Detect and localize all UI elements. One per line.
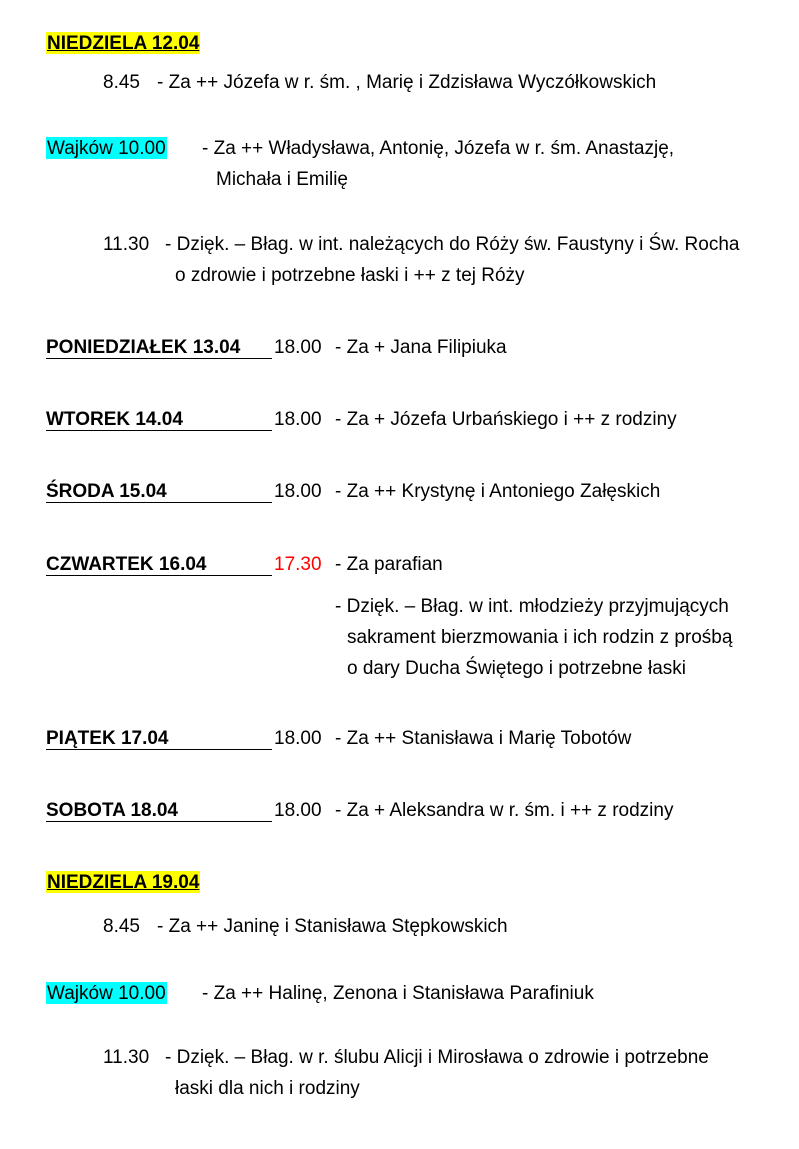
day-label-friday: PIĄTEK 17.04 [46,725,272,750]
day-label-saturday: SOBOTA 18.04 [46,797,272,822]
sunday-header-1: NIEDZIELA 12.04 [47,33,200,54]
day-label-monday: PONIEDZIAŁEK 13.04 [46,334,272,359]
mass-time: 18.00 [274,728,322,749]
mass-intention-cont: łaski dla nich i rodziny [175,1078,360,1099]
wajkow-label: Wajków 10.00 [47,138,166,159]
mass-intention: - Za + Józefa Urbańskiego i ++ z rodziny [335,409,677,430]
mass-time: 8.45 [103,72,140,93]
mass-time: 18.00 [274,337,322,358]
mass-intention: - Za + Aleksandra w r. śm. i ++ z rodziny [335,800,674,821]
mass-time: 17.30 [274,554,322,575]
mass-intention: - Za ++ Stanisława i Marię Tobotów [335,728,632,749]
mass-intention: - Dzięk. – Błag. w int. młodzieży przyjmujących [335,596,729,617]
wajkow-label: Wajków 10.00 [47,983,166,1004]
mass-time: 18.00 [274,800,322,821]
mass-intention-cont: sakrament bierzmowania i ich rodzin z prośbą [347,627,733,648]
day-label-wednesday: ŚRODA 15.04 [46,478,272,503]
mass-time: 8.45 [103,916,140,937]
mass-intention-cont: Michała i Emilię [216,169,348,190]
mass-time: 18.00 [274,409,322,430]
mass-intention: - Za ++ Krystynę i Antoniego Załęskich [335,481,661,502]
mass-time: 11.30 [103,1047,150,1068]
mass-intention: - Za ++ Władysława, Antonię, Józefa w r. śm. Anastazję, [202,138,675,159]
mass-intention: - Za ++ Halinę, Zenona i Stanisława Parafiniuk [202,983,594,1004]
mass-intention: - Dzięk. – Błag. w int. należących do Róży św. Faustyny i Św. Rocha [165,234,740,255]
sunday-header-2: NIEDZIELA 19.04 [47,872,200,893]
mass-intention-cont: o dary Ducha Świętego i potrzebne łaski [347,658,687,679]
mass-time: 11.30 [103,234,150,255]
day-label-tuesday: WTOREK 14.04 [46,406,272,431]
mass-time: 18.00 [274,481,322,502]
mass-intention: - Dzięk. – Błag. w r. ślubu Alicji i Mirosława o zdrowie i potrzebne [165,1047,709,1068]
mass-intention: - Za ++ Józefa w r. śm. , Marię i Zdzisława Wyczółkowskich [157,72,657,93]
mass-intention-cont: o zdrowie i potrzebne łaski i ++ z tej Róży [175,265,525,286]
day-label-thursday: CZWARTEK 16.04 [46,551,272,576]
mass-intention: - Za parafian [335,554,443,575]
mass-intention: - Za + Jana Filipiuka [335,337,507,358]
mass-intention: - Za ++ Janinę i Stanisława Stępkowskich [157,916,508,937]
